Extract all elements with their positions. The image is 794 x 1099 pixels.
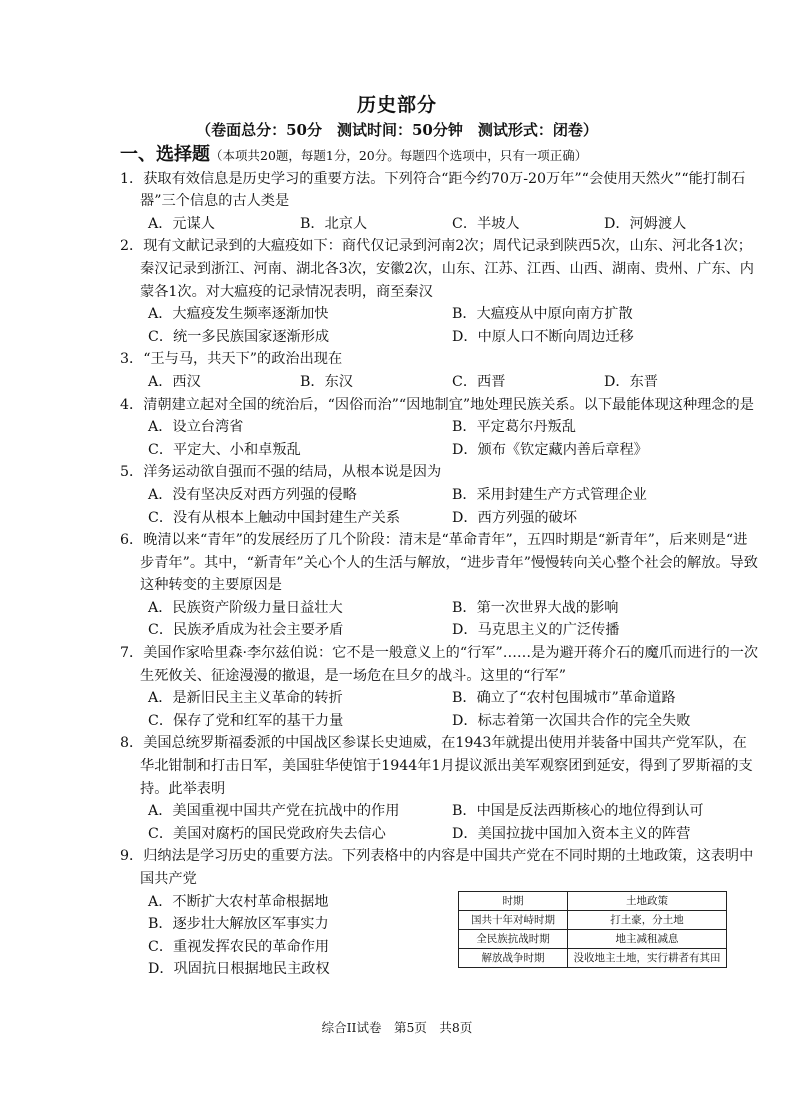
- question-options: [120, 371, 760, 394]
- table-header: 时期: [459, 892, 568, 911]
- option-d: D．标志着第一次国共合作的完全失败: [452, 712, 691, 729]
- land-policy-table: [458, 891, 727, 968]
- table-row: [459, 930, 727, 949]
- option-c: C．统一多民族国家逐渐形成: [148, 328, 330, 345]
- option-a: A．设立台湾省: [148, 419, 244, 436]
- question-content: [120, 144, 760, 981]
- option-d: D．中原人口不断向周边迁移: [452, 328, 634, 345]
- option-c: C．民族矛盾成为社会主要矛盾: [148, 622, 344, 639]
- question-stem: 1．获取有效信息是历史学习的重要方法。下列符合“距今约70万-20万年”“会使用天然火”“能打制石器”三个信息的古人类是: [120, 170, 746, 210]
- option-d: D．美国拉拢中国加入资本主义的阵营: [452, 825, 691, 842]
- question-stem: 7．美国作家哈里森·李尔兹伯说：它不是一般意义上的“行军”……是为避开蒋介石的魔爪而进行的一次生死攸关、征途漫漫的撤退，是一场危在旦夕的战斗。这里的“行军”: [120, 645, 759, 684]
- question-3: [120, 348, 760, 393]
- option-b: B．逐步壮大解放区军事实力: [148, 916, 329, 933]
- option-a: A．是新旧民主主义革命的转折: [148, 690, 343, 707]
- section-heading: [120, 144, 760, 168]
- question-6: [120, 529, 760, 642]
- question-options: [120, 484, 760, 529]
- option-d: D．西方列强的破坏: [452, 509, 577, 526]
- option-b: B．平定葛尔丹叛乱: [452, 419, 576, 436]
- question-options: [120, 416, 760, 461]
- option-b: B．采用封建生产方式管理企业: [452, 486, 647, 503]
- question-options: [120, 303, 760, 348]
- question-9: [120, 845, 760, 981]
- question-options: [120, 800, 760, 845]
- page-title: 历史部分: [356, 94, 437, 116]
- question-4: [120, 394, 760, 462]
- option-c: C．保存了党和红军的基干力量: [148, 712, 344, 729]
- option-b: B．第一次世界大战的影响: [452, 599, 619, 616]
- option-c: C．重视发挥农民的革命作用: [148, 938, 330, 955]
- question-8: [120, 732, 760, 845]
- option-d: D．巩固抗日根据地民主政权: [148, 961, 330, 978]
- section-note: （本项共20题，每题1分，20分。每题四个选项中，只有一项正确）: [210, 148, 588, 163]
- option-c: C．西晋: [452, 373, 506, 390]
- option-d: D．河姆渡人: [604, 215, 687, 232]
- option-a: A．民族资产阶级力量日益壮大: [148, 599, 343, 616]
- table-row: [459, 949, 727, 968]
- question-stem: 8．美国总统罗斯福委派的中国战区参谋长史迪威，在1943年就提出使用并装备中国共产党军队，在华北钳制和打击日军，美国驻华使馆于1944年1月提议派出美军观察团到延安，得到了罗斯福的支持。此举表明: [120, 735, 753, 797]
- table-cell: 打土豪，分土地: [568, 911, 727, 930]
- option-b: B．中国是反法西斯核心的地位得到认可: [452, 803, 704, 820]
- question-stem: 5．洋务运动欲自强而不强的结局，从根本说是因为: [120, 464, 442, 481]
- question-2: [120, 235, 760, 348]
- table-header-row: [459, 892, 727, 911]
- option-a: A．西汉: [148, 373, 201, 390]
- option-c: C．平定大、小和卓叛乱: [148, 441, 301, 458]
- option-a: A．美国重视中国共产党在抗战中的作用: [148, 803, 400, 820]
- question-options: [120, 687, 760, 732]
- table-cell: 地主减租减息: [568, 930, 727, 949]
- page-footer: 综合II试卷 第5页 共8页: [321, 1020, 473, 1035]
- table-row: [459, 911, 727, 930]
- question-stem: 6．晚清以来“青年”的发展经历了几个阶段：清末是“革命青年”，五四时期是“新青年”，后来则是“进步青年”。其中，“新青年”关心个人的生活与解放，“进步青年”慢慢转向关心整个社会的解放。导致这种转变的主要原因是: [120, 532, 758, 594]
- option-a: A．没有坚决反对西方列强的侵略: [148, 486, 357, 503]
- option-b: B．东汉: [300, 373, 353, 390]
- table-cell: 国共十年对峙时期: [459, 911, 568, 930]
- option-b: B．确立了“农村包围城市”革命道路: [452, 690, 676, 707]
- table-cell: 没收地主土地，实行耕者有其田: [568, 949, 727, 968]
- option-d: D．颁布《钦定藏内善后章程》: [452, 441, 648, 458]
- option-d: D．马克思主义的广泛传播: [452, 622, 620, 639]
- question-stem: 4．清朝建立起对全国的统治后，“因俗而治”“因地制宜”地处理民族关系。以下最能体现这种理念的是: [120, 396, 754, 413]
- question-stem: 9．归纳法是学习历史的重要方法。下列表格中的内容是中国共产党在不同时期的土地政策，这表明中国共产党: [120, 848, 754, 887]
- question-5: [120, 461, 760, 529]
- option-d: D．东晋: [604, 373, 658, 390]
- question-options: [120, 213, 760, 236]
- table-cell: 全民族抗战时期: [459, 930, 568, 949]
- question-7: [120, 642, 760, 732]
- option-b: B．大瘟疫从中原向南方扩散: [452, 306, 633, 323]
- option-c: C．半坡人: [452, 215, 520, 232]
- option-b: B．北京人: [300, 215, 368, 232]
- section-title: 一、选择题: [120, 144, 210, 165]
- question-options: [120, 597, 760, 642]
- question-1: [120, 168, 760, 236]
- option-a: A．大瘟疫发生频率逐渐加快: [148, 306, 329, 323]
- exam-meta: （卷面总分：50分 测试时间：50分钟 测试形式：闭卷）: [196, 121, 598, 139]
- option-a: A．元谋人: [148, 215, 215, 232]
- option-c: C．美国对腐朽的国民党政府失去信心: [148, 825, 386, 842]
- table-cell: 解放战争时期: [459, 949, 568, 968]
- question-stem: 3．“王与马，共天下”的政治出现在: [120, 351, 343, 368]
- question-stem: 2．现有文献记录到的大瘟疫如下：商代仅记录到河南2次；周代记录到陕西5次，山东、河北各1次；秦汉记录到浙江、河南、湖北各3次，安徽2次，山东、江苏、江西、山西、湖南、贵州、广东、内蒙各1次。对大瘟疫的记录情况表明，商至秦汉: [120, 238, 754, 300]
- option-a: A．不断扩大农村革命根据地: [148, 893, 329, 910]
- option-c: C．没有从根本上触动中国封建生产关系: [148, 509, 401, 526]
- table-header: 土地政策: [568, 892, 727, 911]
